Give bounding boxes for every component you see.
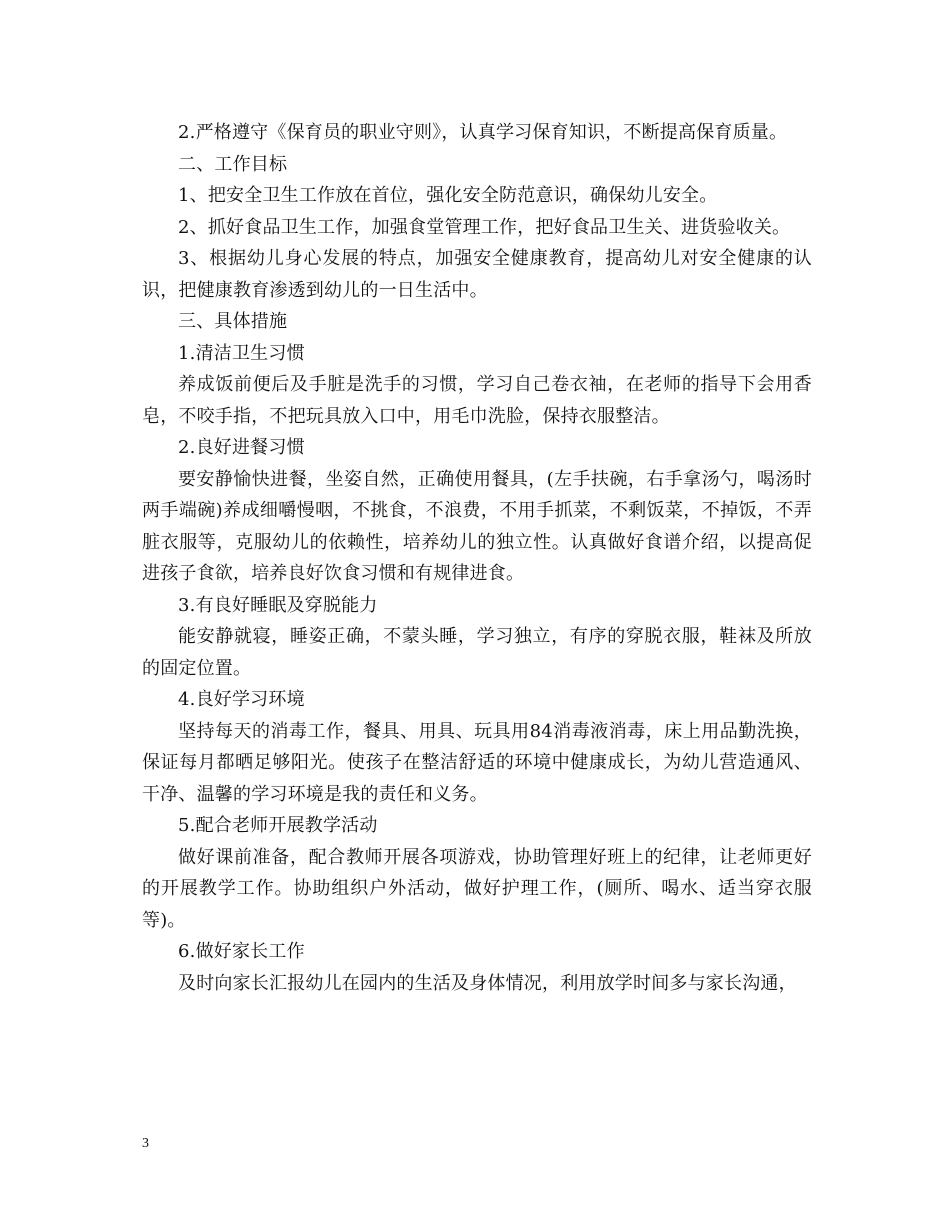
measure-2-body: 要安静愉快进餐，坐姿自然，正确使用餐具，(左手扶碗，右手拿汤勺，喝汤时两手端碗)养成细嚼慢咽，不挑食，不浪费，不用手抓菜，不剩饭菜，不掉饭，不弄脏衣服等，克服幼儿的依赖性，培养幼儿的独立性。认真做好食谱介绍，以提高促进孩子食欲，培养良好饮食习惯和有规律进食。 [142, 468, 812, 584]
measure-1-title: 1.清洁卫生习惯 [178, 342, 305, 364]
goal-2: 2、抓好食品卫生工作，加强食堂管理工作，把好食品卫生关、进货验收关。 [178, 216, 791, 238]
goal-1: 1、把安全卫生工作放在首位，强化安全防范意识，确保幼儿安全。 [178, 185, 718, 206]
page-number: 3 [142, 1136, 149, 1151]
measure-2-title: 2.良好进餐习惯 [178, 437, 305, 458]
paragraph-rule-2: 2.严格遵守《保育员的职业守则》，认真学习保育知识，不断提高保育质量。 [178, 122, 788, 143]
measure-3-body: 能安静就寝，睡姿正确，不蒙头睡，学习独立，有序的穿脱衣服，鞋袜及所放的固定位置。 [142, 626, 812, 679]
heading-specific-measures: 三、具体措施 [178, 311, 288, 332]
measure-5-title: 5.配合老师开展教学活动 [178, 815, 378, 836]
measure-6-title: 6.做好家长工作 [178, 941, 305, 962]
measure-1-body: 养成饭前便后及手脏是洗手的习惯，学习自己卷衣袖，在老师的指导下会用香皂，不咬手指，不把玩具放入口中，用毛巾洗脸，保持衣服整洁。 [142, 374, 812, 427]
measure-3-title: 3.有良好睡眠及穿脱能力 [178, 594, 378, 616]
measure-4-title: 4.良好学习环境 [178, 689, 305, 710]
heading-work-goals: 二、工作目标 [178, 153, 288, 175]
measure-5-body: 做好课前准备，配合教师开展各项游戏，协助管理好班上的纪律，让老师更好的开展教学工作。协助组织户外活动，做好护理工作，(厕所、喝水、适当穿衣服等)。 [142, 846, 812, 931]
goal-3: 3、根据幼儿身心发展的特点，加强安全健康教育，提高幼儿对安全健康的认识，把健康教育渗透到幼儿的一日生活中。 [142, 248, 812, 301]
measure-4-body: 坚持每天的消毒工作，餐具、用具、玩具用84消毒液消毒，床上用品勤洗换，保证每月都晒足够阳光。使孩子在整洁舒适的环境中健康成长，为幼儿营造通风、干净、温馨的学习环境是我的责任和义务。 [142, 720, 812, 805]
measure-6-body: 及时向家长汇报幼儿在园内的生活及身体情况，利用放学时间多与家长沟通， [178, 972, 797, 994]
document-body [142, 117, 812, 999]
